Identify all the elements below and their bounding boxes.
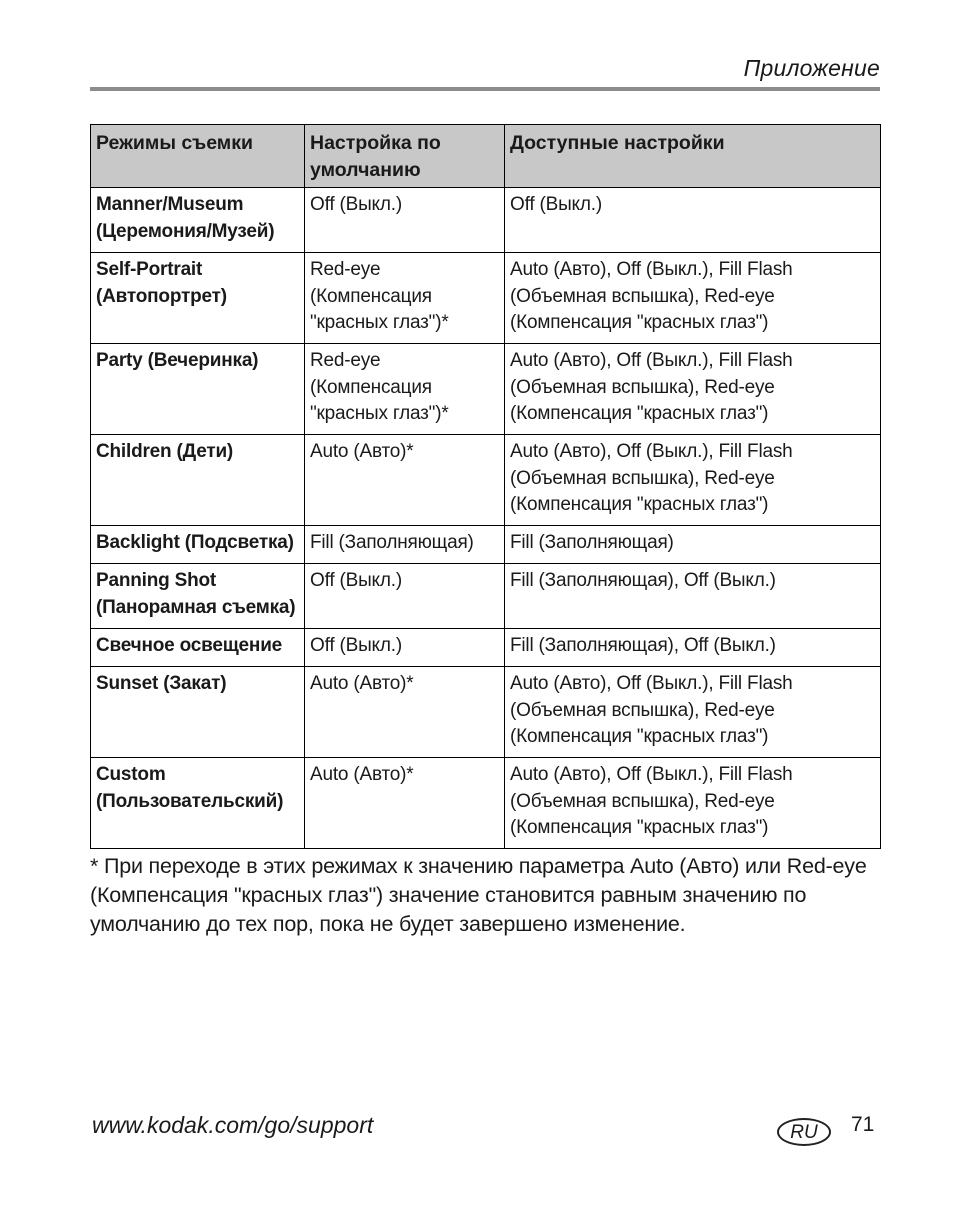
available-cell: Fill (Заполняющая) [505,526,881,564]
page-number: 71 [851,1113,875,1136]
table-row [91,758,881,849]
mode-cell: Backlight (Подсветка) [91,526,305,564]
table-row [91,344,881,435]
mode-cell: Свечное освещение [91,629,305,667]
mode-cell: Custom (Пользовательский) [91,758,305,849]
available-cell: Auto (Авто), Off (Выкл.), Fill Flash (Объемная вспышка), Red-eye (Компенсация "красных глаз") [505,435,881,526]
mode-cell: Manner/Museum (Церемония/Музей) [91,188,305,253]
language-badge: RU [777,1118,831,1146]
column-header-default: Настройка по умолчанию [305,125,505,188]
header-rule [90,87,880,91]
available-cell: Fill (Заполняющая), Off (Выкл.) [505,629,881,667]
footnote: * При переходе в этих режимах к значению параметра Auto (Авто) или Red-eye (Компенсация "красных глаз") значение становится равным значению по умолчанию до тех пор, пока не будет завершено изменение. [90,854,867,936]
available-cell: Auto (Авто), Off (Выкл.), Fill Flash (Объемная вспышка), Red-eye (Компенсация "красных глаз") [505,758,881,849]
available-cell: Auto (Авто), Off (Выкл.), Fill Flash (Объемная вспышка), Red-eye (Компенсация "красных глаз") [505,667,881,758]
default-cell: Red-eye (Компенсация "красных глаз")* [305,344,505,435]
mode-cell: Sunset (Закат) [91,667,305,758]
available-cell: Fill (Заполняющая), Off (Выкл.) [505,564,881,629]
table-row [91,435,881,526]
available-cell: Off (Выкл.) [505,188,881,253]
mode-cell: Party (Вечеринка) [91,344,305,435]
table-row [91,253,881,344]
default-cell: Off (Выкл.) [305,629,505,667]
default-cell: Fill (Заполняющая) [305,526,505,564]
default-cell: Off (Выкл.) [305,564,505,629]
default-cell: Auto (Авто)* [305,435,505,526]
default-cell: Red-eye (Компенсация "красных глаз")* [305,253,505,344]
table-row [91,526,881,564]
support-url: www.kodak.com/go/support [92,1112,374,1138]
table-row [91,188,881,253]
table-row [91,667,881,758]
column-header-mode: Режимы съемки [91,125,305,188]
mode-cell: Panning Shot (Панорамная съемка) [91,564,305,629]
table-row [91,564,881,629]
default-cell: Off (Выкл.) [305,188,505,253]
available-cell: Auto (Авто), Off (Выкл.), Fill Flash (Объемная вспышка), Red-eye (Компенсация "красных глаз") [505,253,881,344]
default-cell: Auto (Авто)* [305,758,505,849]
mode-cell: Children (Дети) [91,435,305,526]
flash-settings-table [90,124,881,849]
column-header-available: Доступные настройки [505,125,881,188]
mode-cell: Self-Portrait (Автопортрет) [91,253,305,344]
table-header-row [91,125,881,188]
section-title: Приложение [743,55,880,81]
available-cell: Auto (Авто), Off (Выкл.), Fill Flash (Объемная вспышка), Red-eye (Компенсация "красных глаз") [505,344,881,435]
default-cell: Auto (Авто)* [305,667,505,758]
table-row [91,629,881,667]
